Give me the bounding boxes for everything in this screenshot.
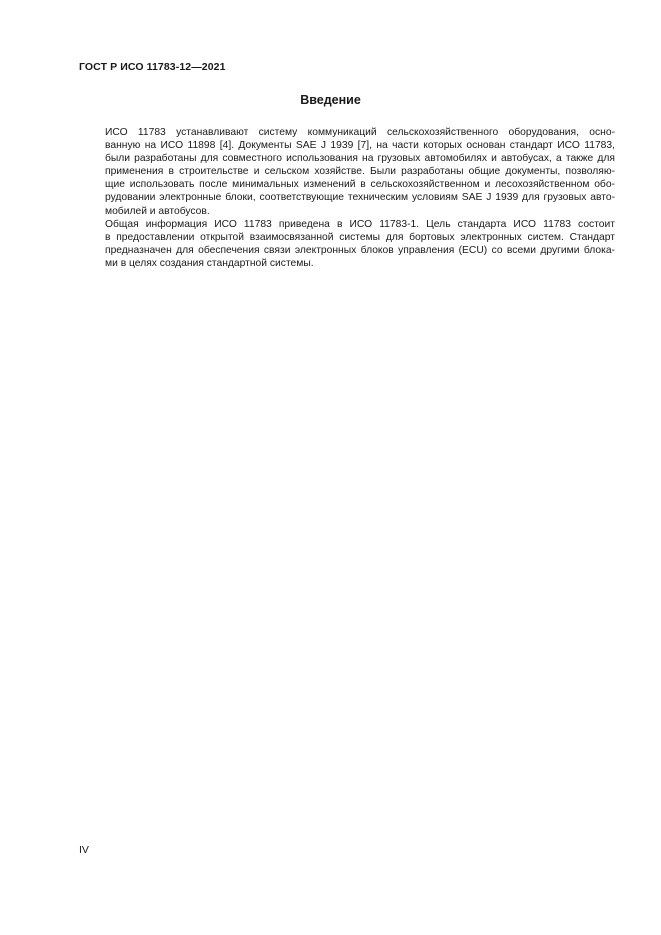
text-line: мобилей и автобусов. [105,205,210,217]
text-line: рудовании электронные блоки, соответствующие техническим условиям SAE J 1939 для грузовых авто- [105,192,615,204]
text-line: были разработаны для совместного использования на грузовых автомобилях и автобусах, а также для [105,153,615,165]
paragraph-2 [79,218,615,270]
text-line: ванную на ИСО 11898 [4]. Документы SAE J 1939 [7], на части которых основан стандарт ИСО 11783, [105,140,615,152]
section-title: Введение [300,93,361,107]
text-line: щие использовать после минимальных изменений в сельскохозяйственном и лесохозяйственном обо- [105,179,615,191]
text-line: предназначен для обеспечения связи электронных блоков управления (ECU) со всеми другими блока- [105,244,615,256]
text-line: применения в строительстве и сельском хозяйстве. Были разработаны общие документы, позволяю- [105,166,615,178]
paragraph-1 [79,126,615,218]
text-line: Общая информация ИСО 11783 приведена в ИСО 11783-1. Цель стандарта ИСО 11783 состоит [105,218,615,230]
body-text [79,126,615,270]
standard-designation: ГОСТ Р ИСО 11783-12—2021 [79,61,226,73]
text-line: ИСО 11783 устанавливают систему коммуникаций сельскохозяйственного оборудования, осно- [105,127,615,138]
text-line: ми в целях создания стандартной системы. [105,257,314,269]
text-line: в предоставлении открытой взаимосвязанной системы для бортовых электронных систем. Стандарт [105,231,615,243]
page-number: IV [79,844,89,856]
